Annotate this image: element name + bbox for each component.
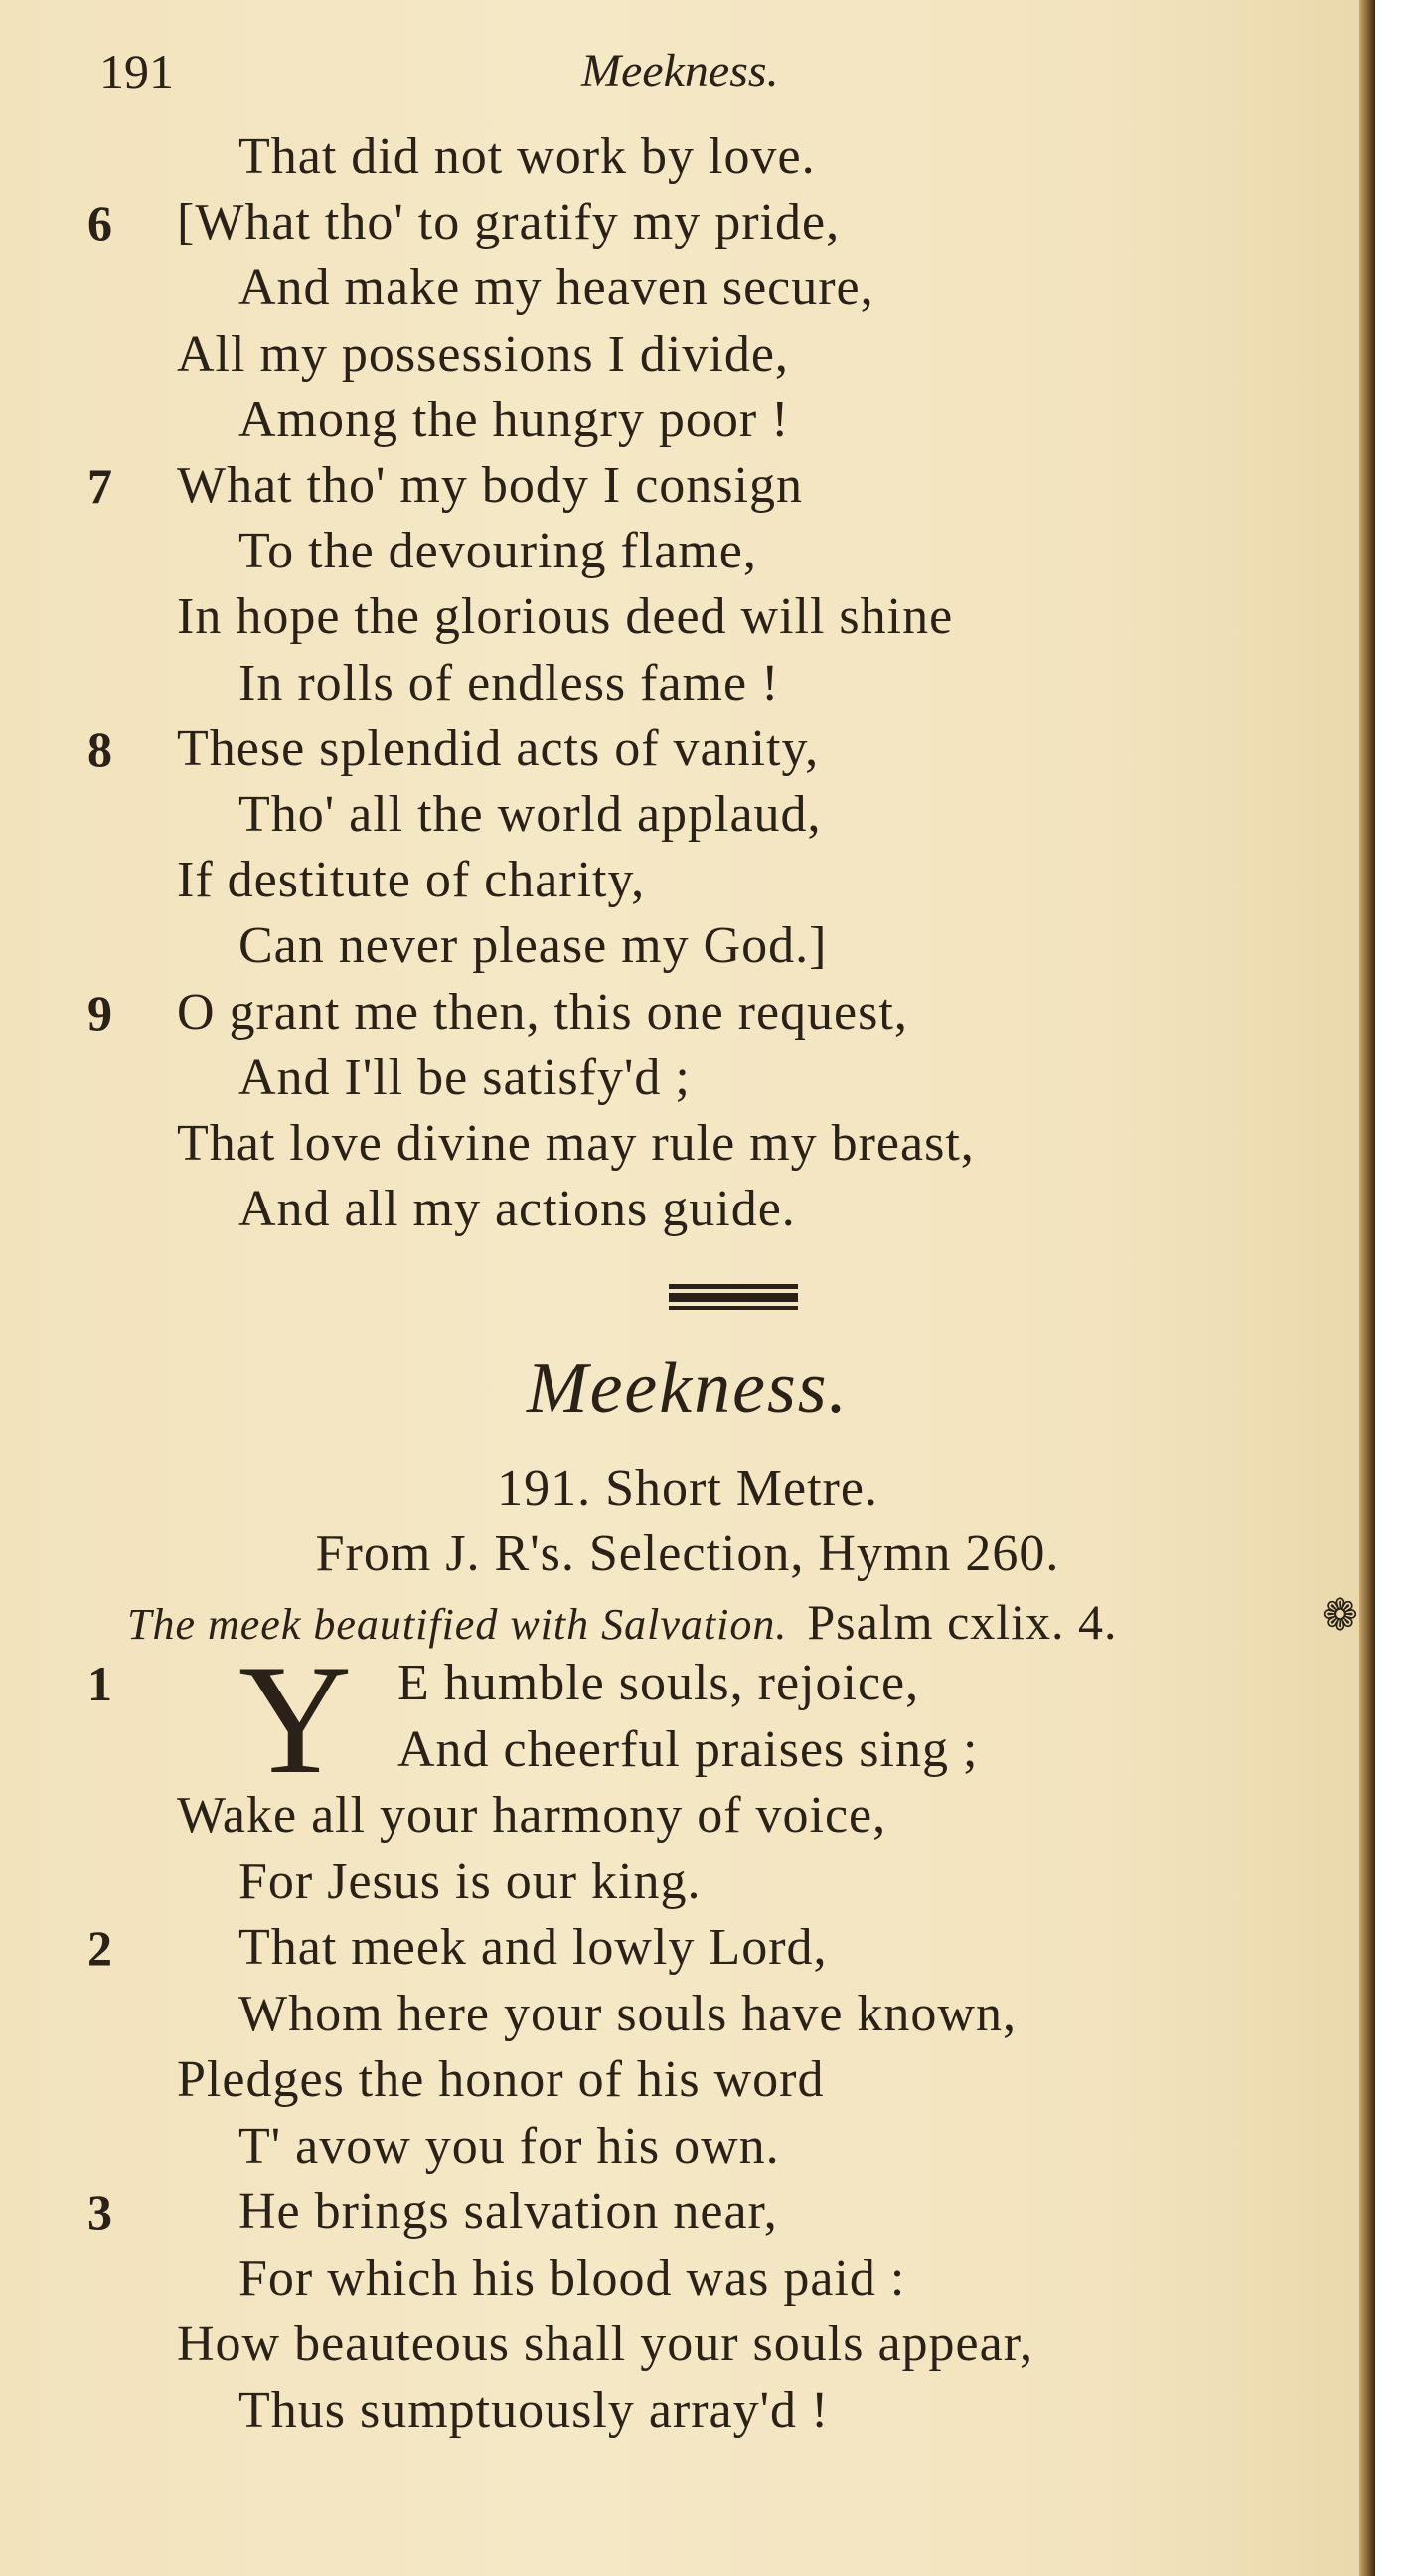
verse-line: That did not work by love. <box>238 128 816 185</box>
hymn-number-metre: 191. Short Metre. <box>497 1460 878 1517</box>
verse-line: E humble souls, rejoice, <box>397 1655 920 1711</box>
verse-number: 9 <box>87 984 112 1041</box>
verse-line: O grant me then, this one request, <box>177 983 908 1041</box>
verse-number: 7 <box>87 458 112 514</box>
verse-line: Thus sumptuously array'd ! <box>238 2381 830 2439</box>
verse-line: If destitute of charity, <box>177 852 646 909</box>
verse-line: Pledges the honor of his word <box>177 2051 825 2108</box>
verse-line: Can never please my God.] <box>238 917 828 975</box>
verse-line: Tho' all the world applaud, <box>238 786 822 843</box>
verse-line: That meek and lowly Lord, <box>238 1919 828 1976</box>
verse-line: All my possessions I divide, <box>177 325 789 383</box>
verse-line: These splendid acts of vanity, <box>177 720 820 777</box>
section-title: Meekness. <box>526 1348 850 1429</box>
verse-line: How beauteous shall your souls appear, <box>177 2316 1033 2372</box>
verse-line: What tho' my body I consign <box>177 457 803 514</box>
verse-line: He brings salvation near, <box>238 2183 778 2240</box>
running-title: Meekness. <box>581 45 779 97</box>
verse-line: And cheerful praises sing ; <box>397 1720 979 1778</box>
verse-line: Wake all your harmony of voice, <box>177 1787 887 1844</box>
verse-line: To the devouring flame, <box>238 523 757 580</box>
ornamental-rule-bottom <box>669 1306 798 1310</box>
verse-line: And all my actions guide. <box>238 1181 796 1238</box>
verse-number: 3 <box>87 2184 112 2240</box>
ornamental-rule-top <box>669 1284 798 1289</box>
verse-line: Whom here your souls have known, <box>238 1985 1017 2042</box>
verse-line: For which his blood was paid : <box>238 2249 906 2307</box>
ornament-icon: ❁ <box>1322 1591 1358 1640</box>
verse-line: That love divine may rule my breast, <box>177 1115 975 1172</box>
hymn-source: From J. R's. Selection, Hymn 260. <box>315 1526 1060 1582</box>
verse-line: [What tho' to gratify my pride, <box>177 194 841 251</box>
verse-line: In rolls of endless fame ! <box>238 654 780 712</box>
psalm-reference: Psalm cxlix. 4. <box>807 1594 1118 1650</box>
verse-line: For Jesus is our king. <box>238 1852 702 1910</box>
page-number: 191 <box>99 44 174 99</box>
verse-line: In hope the glorious deed will shine <box>177 588 954 646</box>
verse-line: And I'll be satisfy'd ; <box>238 1048 691 1106</box>
verse-line: And make my heaven secure, <box>238 259 874 317</box>
verse-line: Among the hungry poor ! <box>238 391 790 448</box>
ornamental-rule-middle <box>669 1293 798 1302</box>
verse-number: 2 <box>87 1920 112 1976</box>
verse-number: 1 <box>87 1656 112 1711</box>
verse-number: 8 <box>87 721 112 777</box>
page-margin <box>1375 0 1420 2576</box>
verse-number: 6 <box>87 195 112 251</box>
verse-line: T' avow you for his own. <box>238 2117 780 2174</box>
book-spine <box>1359 0 1375 2576</box>
subject-text: The meek beautified with Salvation. <box>127 1600 788 1649</box>
drop-cap: Y <box>238 1633 353 1807</box>
